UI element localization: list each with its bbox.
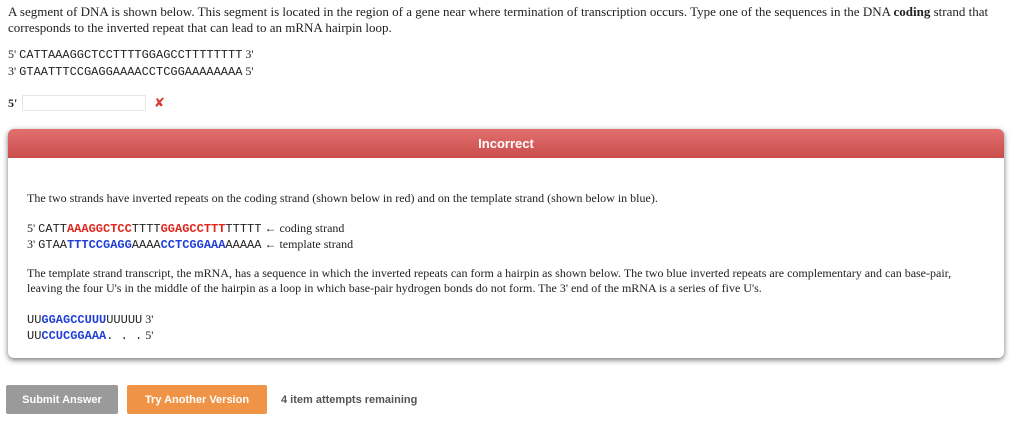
prompt-text: A segment of DNA is shown below. This segment is located in the region of a gene near where termination of transcription occurs. Type one of the sequences in the DNA: [8, 4, 894, 19]
submit-answer-button[interactable]: Submit Answer: [6, 385, 118, 414]
template-strand-line: [27, 237, 353, 253]
try-another-version-button[interactable]: Try Another Version: [127, 385, 267, 414]
answer-prefix-label: 5': [8, 95, 18, 110]
mrna-sequence-1: UUGGAGCCUUUUUUUU: [27, 313, 143, 327]
mrna-sequence-2: UUCCUCGGAAA. . .: [27, 329, 143, 343]
attempts-remaining: 4 item attempts remaining: [281, 394, 418, 406]
mrna1-suffix: 3': [145, 312, 154, 326]
line2-prefix: 3': [8, 64, 17, 78]
template-strand-label: ← template strand: [264, 237, 354, 251]
answer-input[interactable]: [22, 95, 146, 111]
feedback-title: Incorrect: [8, 129, 1004, 158]
mrna-line-1: [27, 312, 153, 328]
mrna-line-2: [27, 328, 153, 344]
line2-suffix: 5': [245, 64, 254, 78]
feedback-intro: The two strands have inverted repeats on the coding strand (shown below in red) and on the template strand (shown below in blue).: [27, 191, 658, 205]
line1-sequence: CATTAAAGGCTCCTTTTGGAGCCTTTTTTTT: [19, 48, 243, 62]
mrna2-suffix: 5': [145, 328, 154, 342]
coding-prefix: 5': [27, 221, 36, 235]
prompt-bold-word: coding: [893, 4, 931, 19]
dna-line-1: [8, 47, 254, 62]
feedback-explanation: The template strand transcript, the mRNA, has a sequence in which the inverted repeats can form a hairpin as shown below. The two blue inverted repeats are complementary and can base-pair, leaving the four U's in the middle of the hairpin as a loop in which base-pair hydrogen bonds do not form. The 3' end of the mRNA is a series of five U's.: [27, 266, 952, 295]
template-sequence: GTAATTTCCGAGGAAAACCTCGGAAAAAAAA: [38, 238, 262, 252]
template-prefix: 3': [27, 237, 36, 251]
coding-strand-label: ← coding strand: [264, 221, 345, 235]
dna-line-2: [8, 64, 254, 79]
coding-sequence: CATTAAAGGCTCCTTTTGGAGCCTTTTTTTT: [38, 222, 262, 236]
incorrect-icon: ✘: [154, 95, 165, 111]
line1-prefix: 5': [8, 47, 17, 61]
prompt-text-end: strand that corresponds to the inverted repeat that can lead to an mRNA hairpin loop.: [8, 4, 989, 35]
question-prompt: [8, 4, 1008, 36]
line2-sequence: GTAATTTCCGAGGAAAACCTCGGAAAAAAAA: [19, 65, 243, 79]
line1-suffix: 3': [245, 47, 254, 61]
coding-strand-line: [27, 221, 344, 237]
answer-row: [8, 94, 165, 112]
feedback-panel: [8, 129, 1004, 358]
